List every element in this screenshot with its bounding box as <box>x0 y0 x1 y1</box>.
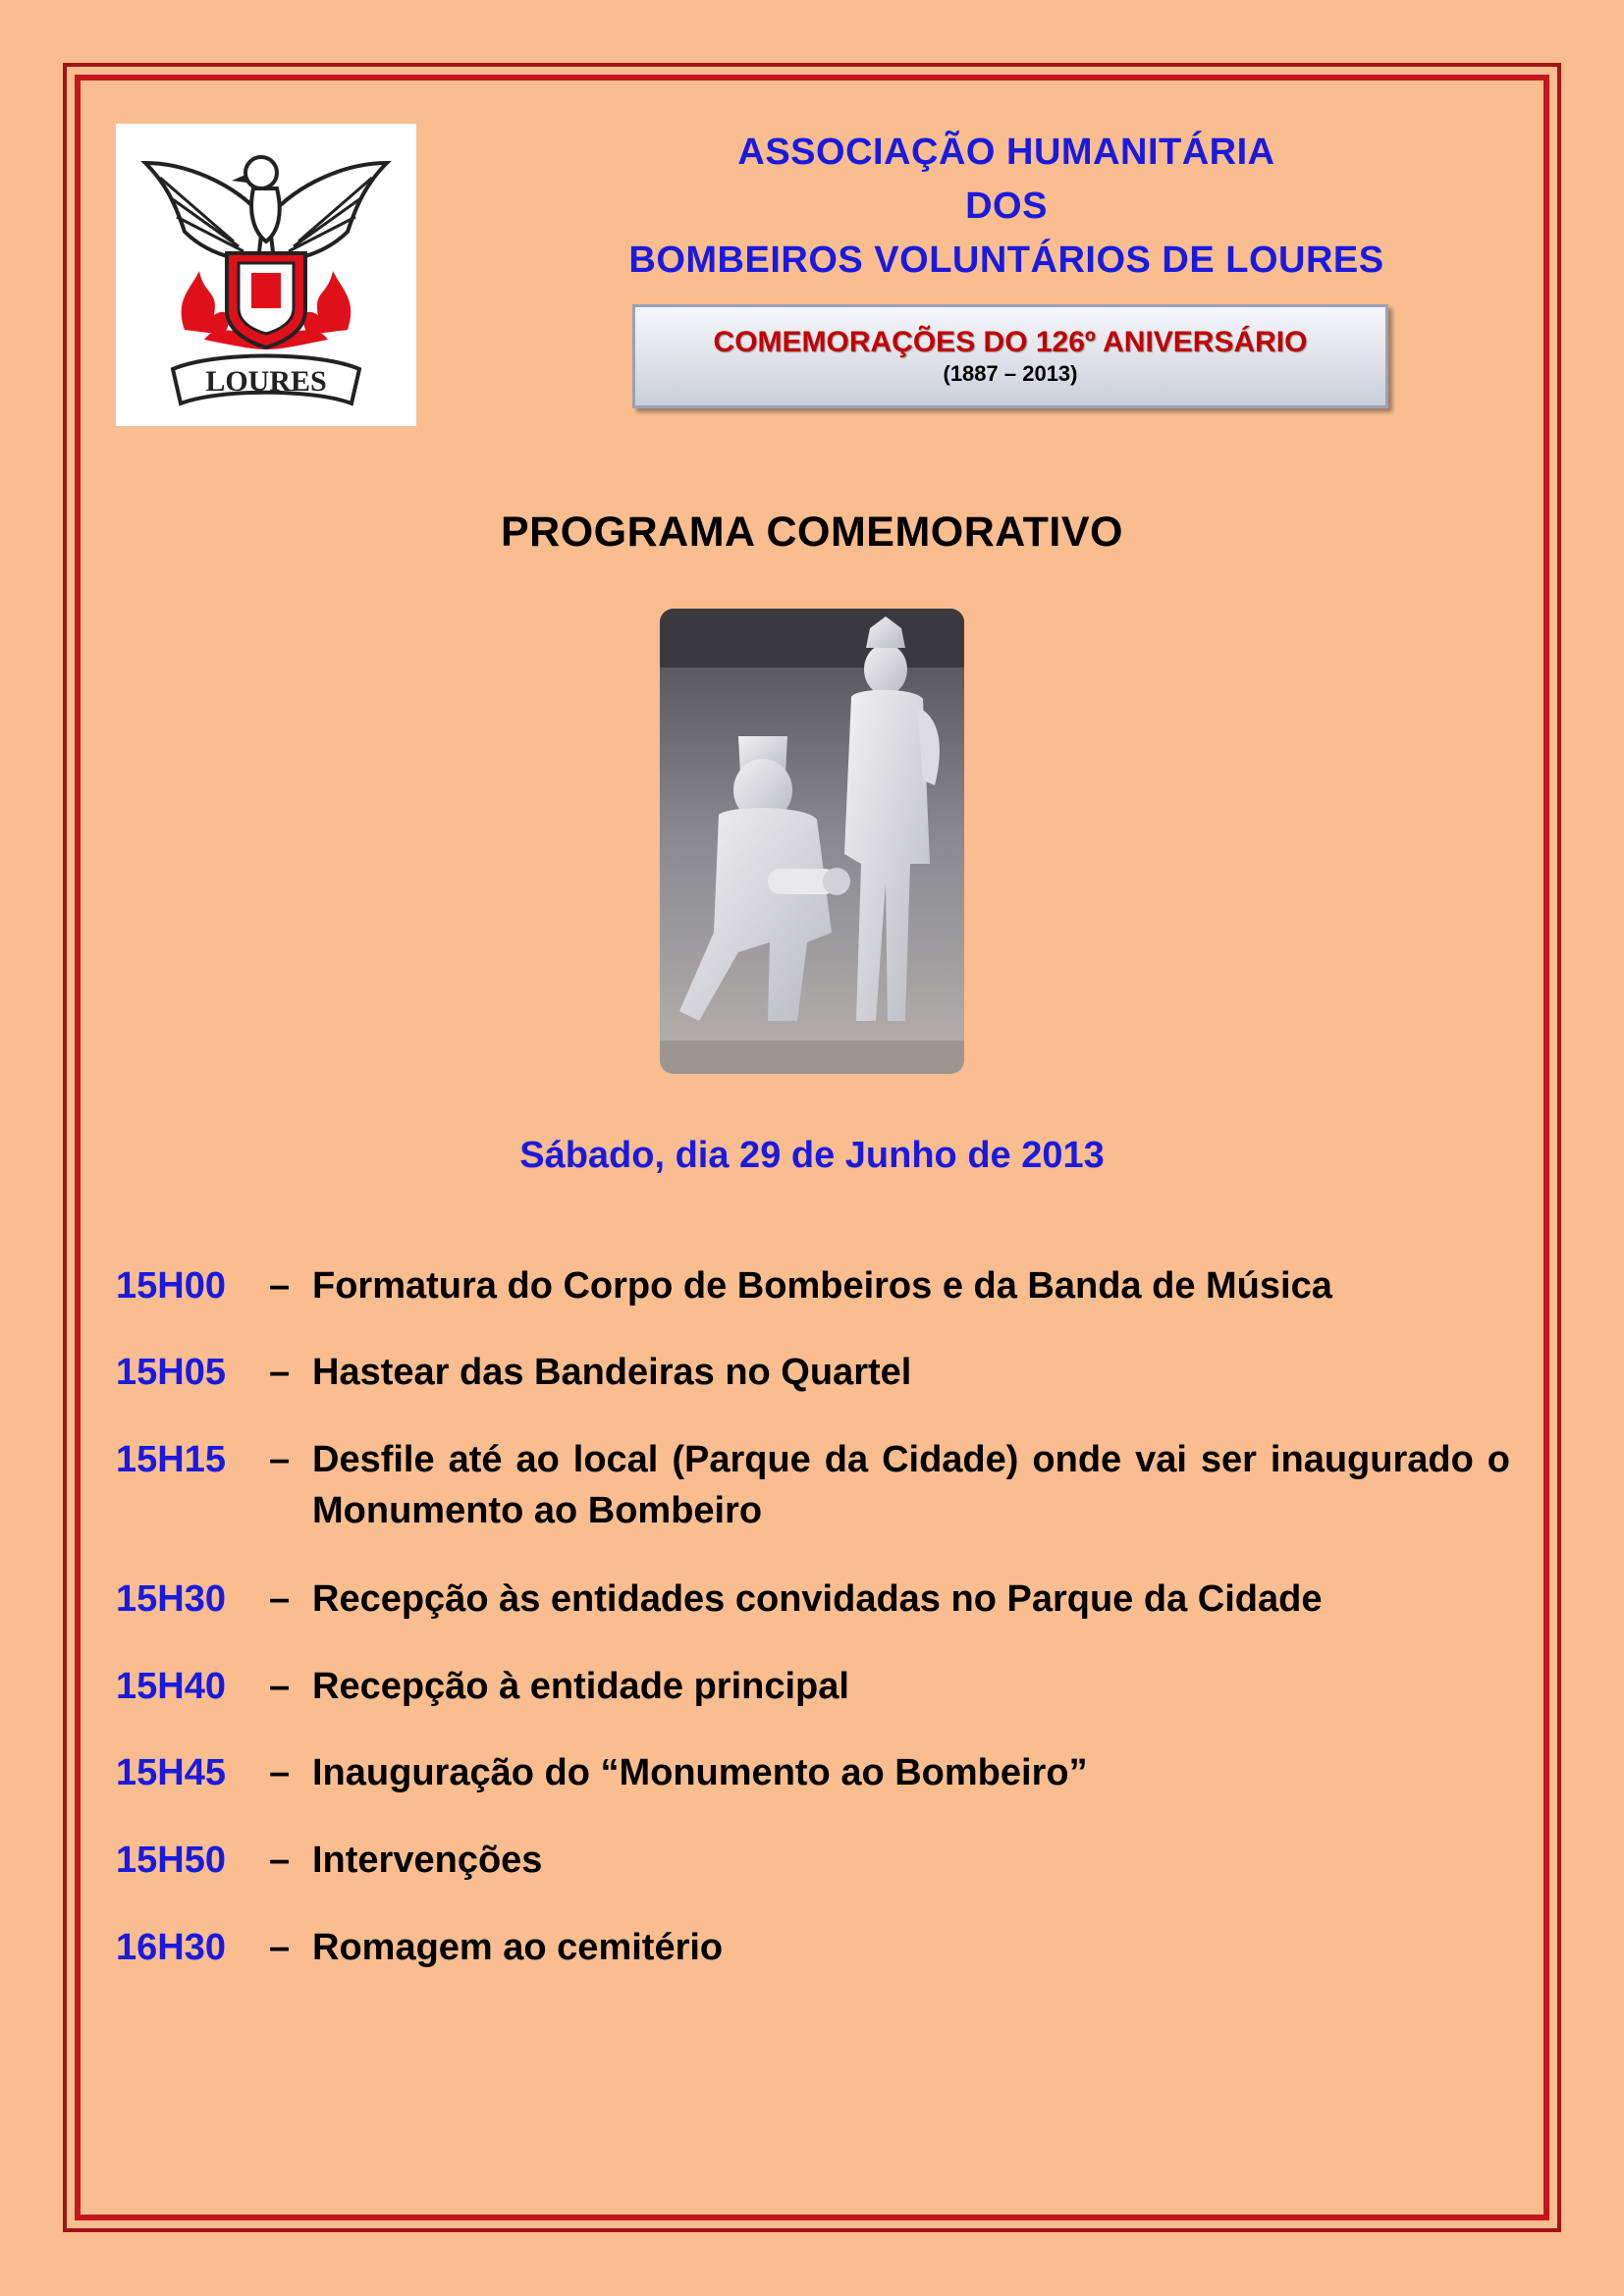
schedule-desc: Desfile até ao local (Parque da Cidade) onde vai ser inaugurado o Monumento ao Bombeiro <box>312 1439 1510 1531</box>
schedule-dash: – <box>269 1752 291 1793</box>
org-name-line1: ASSOCIAÇÃO HUMANITÁRIA <box>737 132 1275 173</box>
schedule-dash: – <box>269 1265 291 1307</box>
schedule-time: 15H40 <box>116 1666 226 1707</box>
schedule-dash: – <box>269 1578 291 1620</box>
schedule-dash: – <box>269 1840 291 1881</box>
schedule-desc: Romagem ao cemitério <box>312 1927 724 1968</box>
banner-title: COMEMORAÇÕES DO 126º ANIVERSÁRIO <box>713 326 1308 358</box>
schedule-time: 15H30 <box>116 1578 226 1620</box>
schedule-dash: – <box>269 1439 291 1480</box>
org-name-line3: BOMBEIROS VOLUNTÁRIOS DE LOURES <box>628 240 1384 281</box>
event-date: Sábado, dia 29 de Junho de 2013 <box>519 1135 1105 1176</box>
schedule-dash: – <box>269 1927 291 1968</box>
firefighter-statue-photo <box>660 609 964 1074</box>
logo-ribbon-text: LOURES <box>205 365 327 398</box>
schedule-dash: – <box>269 1352 291 1393</box>
schedule-time: 15H05 <box>116 1352 226 1393</box>
org-name-line2: DOS <box>965 186 1048 227</box>
schedule-time: 15H50 <box>116 1840 226 1881</box>
anniversary-banner <box>632 304 1388 408</box>
schedule-time: 15H15 <box>116 1439 226 1480</box>
schedule-desc: Formatura do Corpo de Bombeiros e da Banda de Música <box>312 1265 1332 1307</box>
banner-years: (1887 – 2013) <box>943 361 1078 386</box>
schedule-time: 16H30 <box>116 1927 226 1968</box>
schedule-time: 15H00 <box>116 1265 226 1307</box>
schedule-time: 15H45 <box>116 1752 226 1793</box>
schedule-desc: Intervenções <box>312 1840 543 1881</box>
schedule-desc: Recepção às entidades convidadas no Parque da Cidade <box>312 1578 1323 1620</box>
program-title: PROGRAMA COMEMORATIVO <box>501 508 1123 556</box>
schedule-dash: – <box>269 1666 291 1707</box>
schedule-desc: Hastear das Bandeiras no Quartel <box>312 1352 912 1393</box>
eagle-fire-crest-icon <box>116 124 416 426</box>
schedule-desc: Inauguração do “Monumento ao Bombeiro” <box>312 1752 1088 1793</box>
schedule-desc: Recepção à entidade principal <box>312 1666 849 1707</box>
bombeiros-logo <box>116 124 416 426</box>
monument-photo <box>660 609 964 1074</box>
